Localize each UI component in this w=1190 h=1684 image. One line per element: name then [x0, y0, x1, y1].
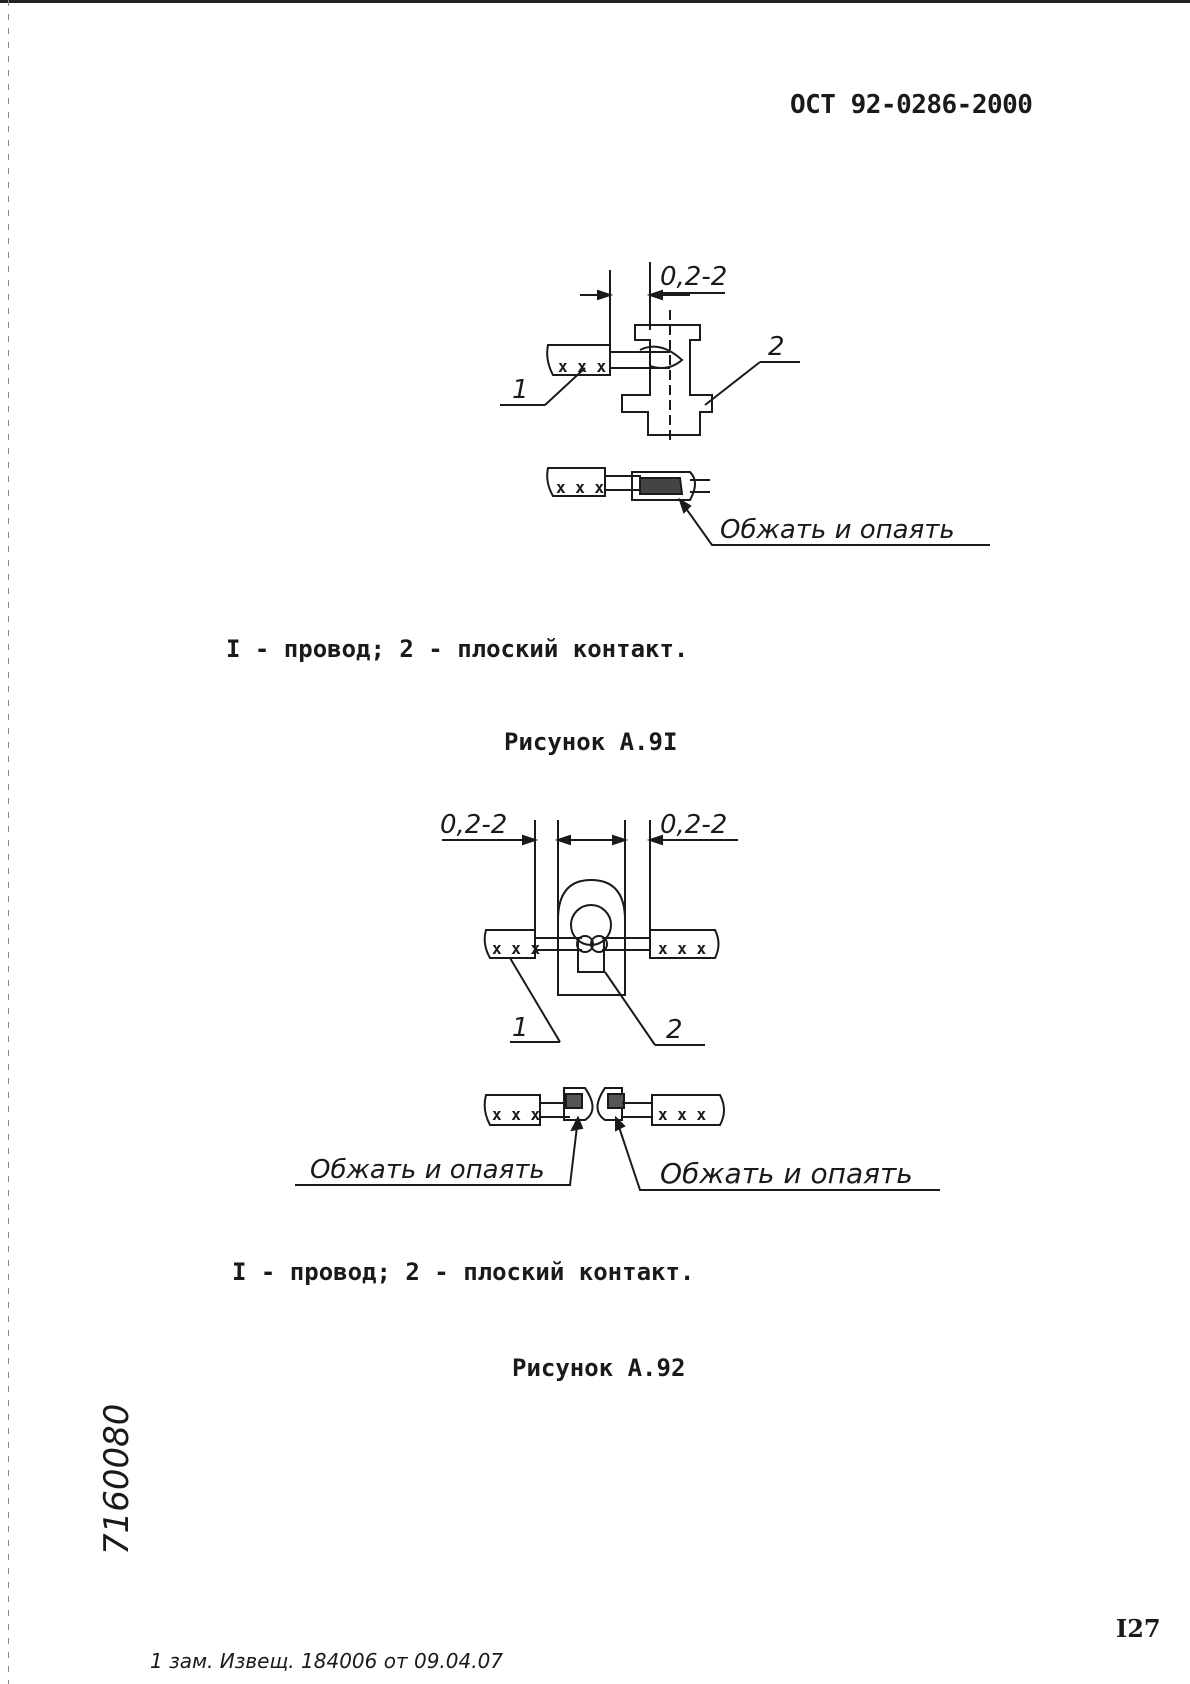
fig2-legend: I - провод; 2 - плоский контакт.	[232, 1258, 695, 1286]
margin-stamp	[86, 1400, 146, 1560]
fig2-dimension-right-label: 0,2-2	[660, 810, 728, 840]
fig2-left-insulation-marks: x x x	[492, 939, 541, 958]
page-number: I27	[1116, 1614, 1161, 1643]
fig2-callout-1: 1	[512, 1013, 529, 1043]
fig1-lower-insulation-marks: x x x	[556, 478, 605, 497]
fig1-caption: Рисунок А.9I	[504, 728, 678, 756]
fig2-note-left: Обжать и опаять	[310, 1155, 545, 1185]
fig2-dimension-left-label: 0,2-2	[440, 810, 508, 840]
fig2-right-insulation-marks: x x x	[658, 939, 707, 958]
margin-stamp-number: 7160080	[97, 1403, 137, 1555]
change-note	[150, 1640, 504, 1680]
fig1-dimension-label: 0,2-2	[660, 262, 728, 292]
fig1-callout-1: 1	[512, 375, 529, 405]
fig2-lower-right-insulation-marks: x x x	[658, 1105, 707, 1124]
fig2-lower-left-insulation-marks: x x x	[492, 1105, 541, 1124]
fig1-legend: I - провод; 2 - плоский контакт.	[226, 635, 689, 663]
fig1-callout-2: 2	[768, 332, 785, 362]
fig2-caption: Рисунок А.92	[512, 1354, 686, 1382]
document-code: ОСТ 92-0286-2000	[790, 90, 1033, 120]
fig1-note: Обжать и опаять	[720, 515, 955, 545]
fig2-callout-2: 2	[666, 1015, 683, 1045]
fig2-note-right: Обжать и опаять	[660, 1157, 913, 1190]
fig1-insulation-marks: x x x	[558, 357, 607, 376]
change-note-text: 1 зам. Извещ. 184006 от 09.04.07	[150, 1649, 504, 1673]
